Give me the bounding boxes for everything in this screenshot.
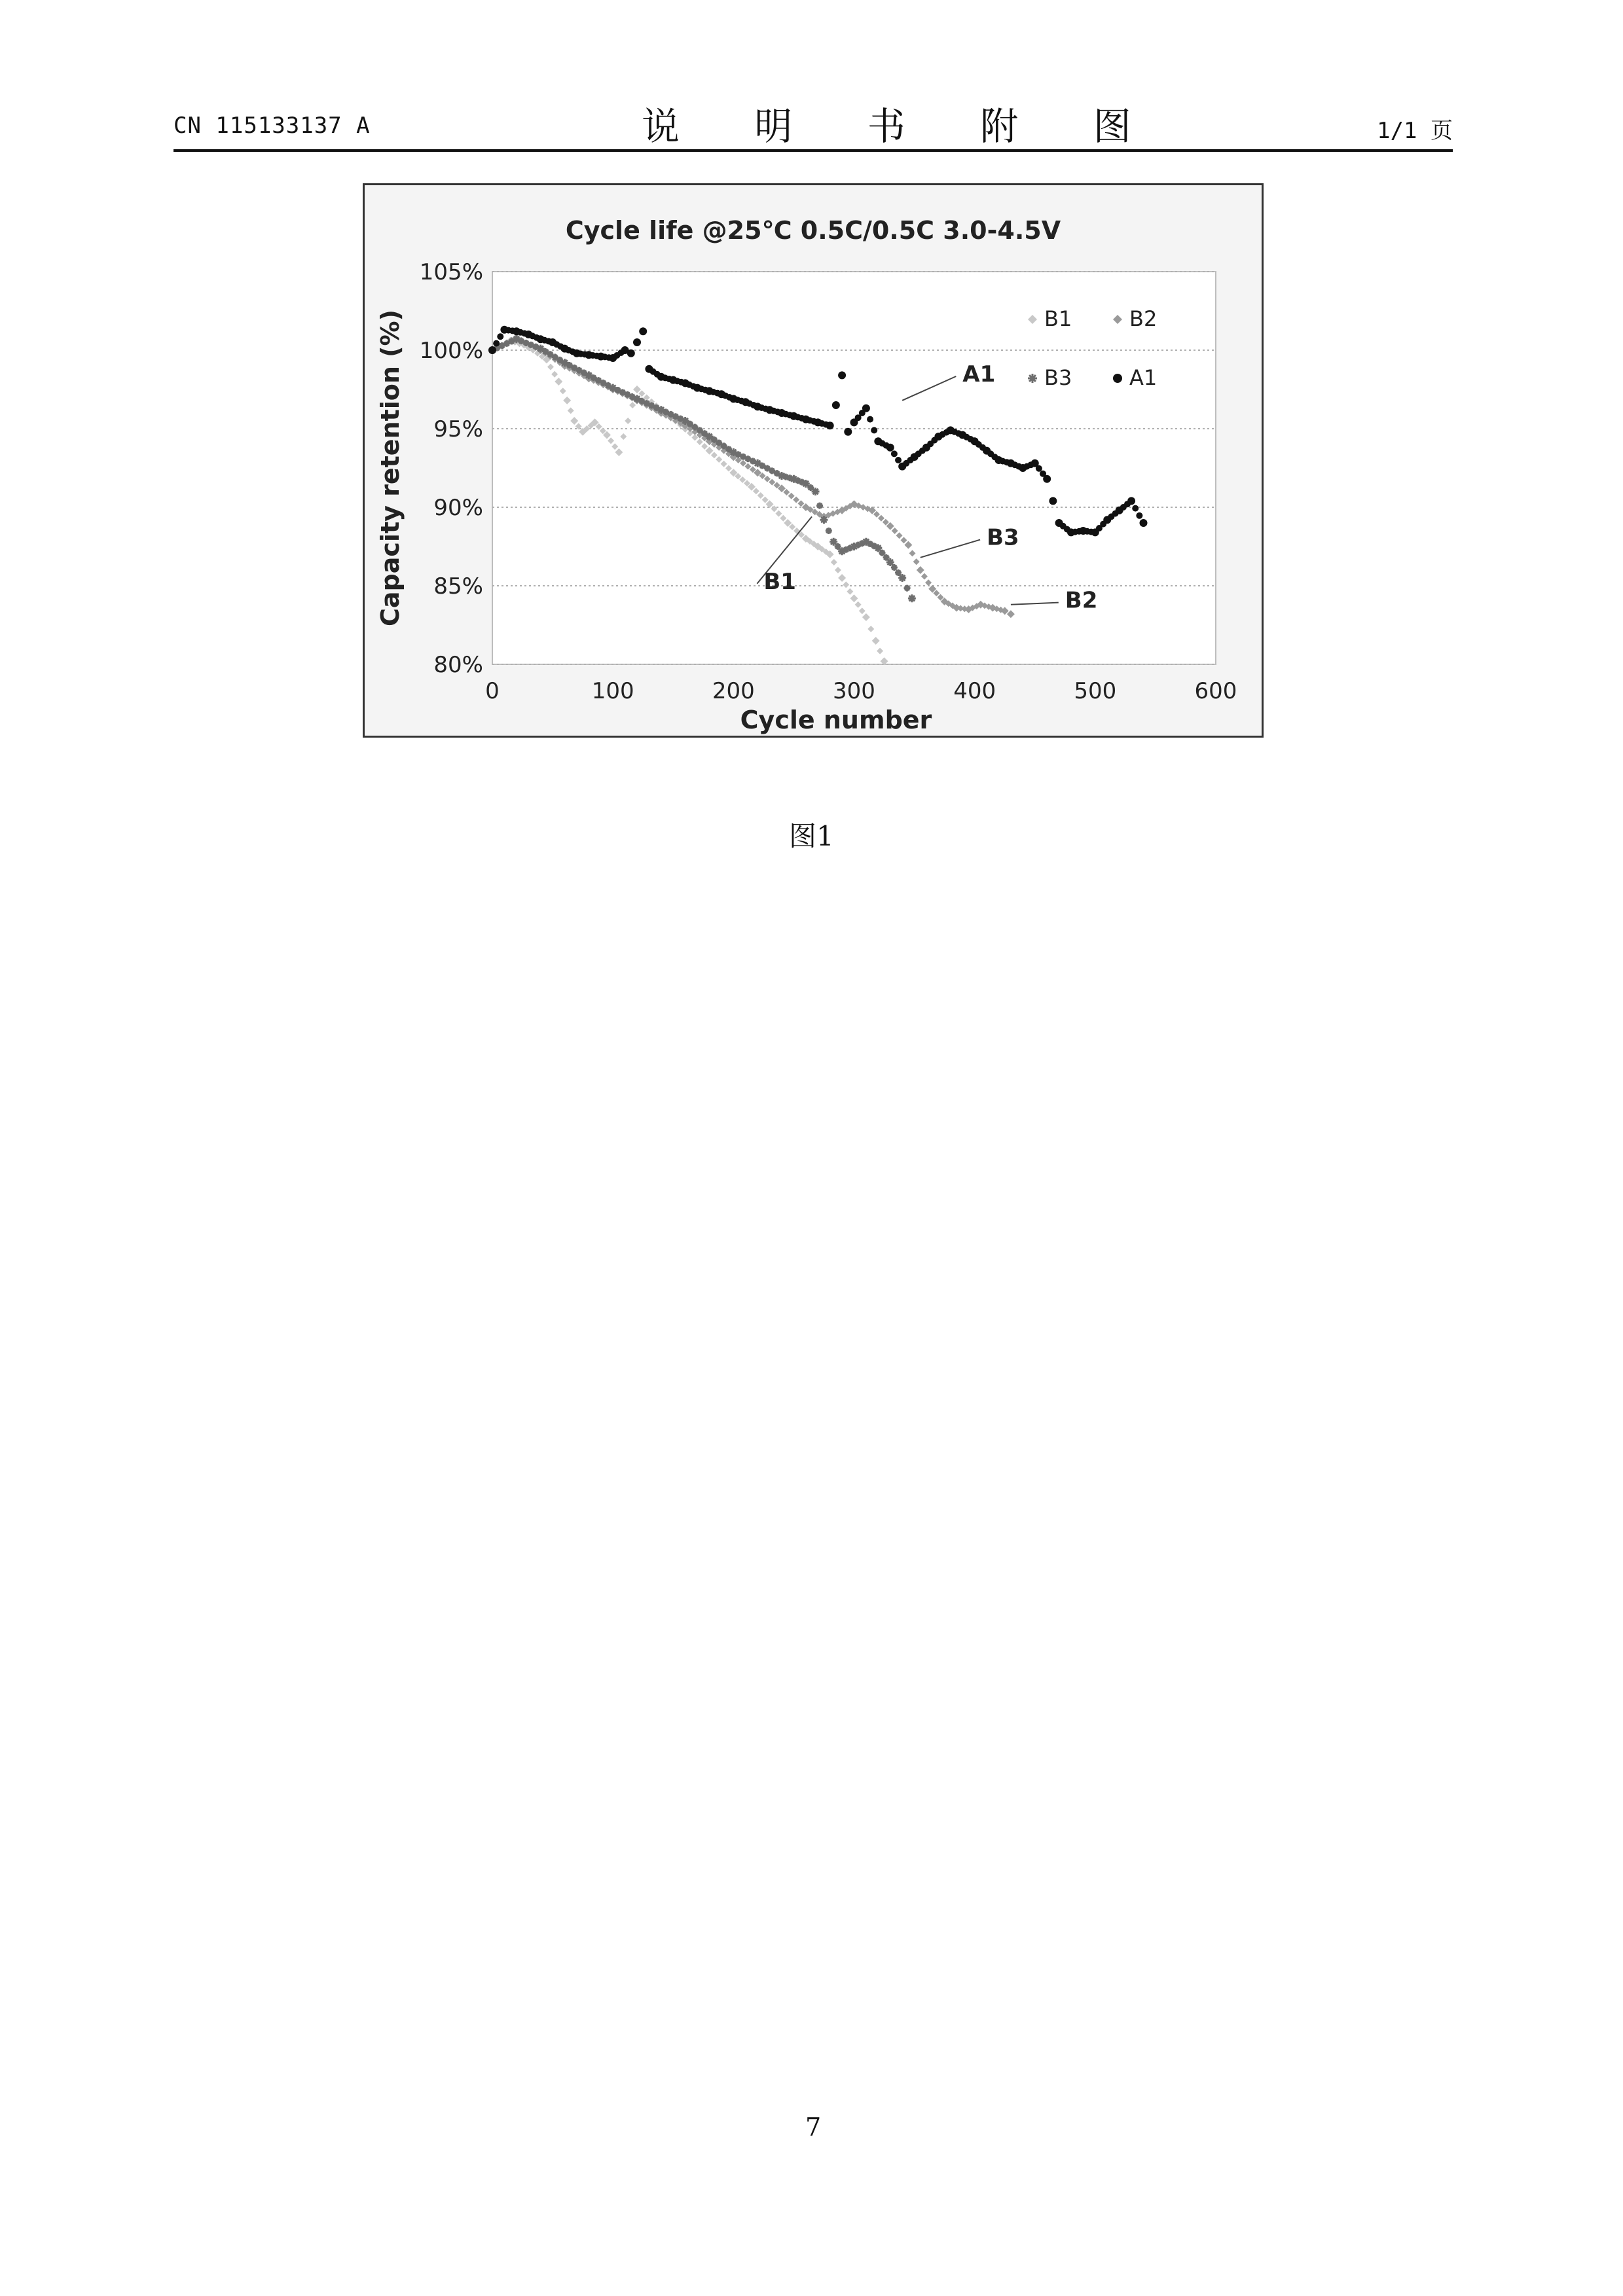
- data-point: [908, 594, 916, 602]
- y-tick-label: 100%: [419, 338, 483, 364]
- x-tick-label: 200: [712, 678, 755, 704]
- page-number: 7: [805, 2113, 822, 2142]
- data-point: [1140, 519, 1148, 527]
- x-tick-label: 400: [953, 678, 996, 704]
- data-point: [895, 457, 902, 463]
- data-point: [871, 427, 877, 433]
- x-axis-label: Cycle number: [740, 706, 932, 734]
- data-point: [1127, 497, 1135, 505]
- data-point: [867, 416, 873, 423]
- figure-1-chart: [363, 183, 1264, 738]
- x-tick-label: 500: [1074, 678, 1117, 704]
- chart-title: Cycle life @25℃ 0.5C/0.5C 3.0-4.5V: [565, 216, 1061, 245]
- y-tick-label: 85%: [433, 573, 483, 600]
- data-point: [832, 401, 840, 409]
- y-axis-ticks: [420, 259, 483, 678]
- data-point: [1113, 374, 1122, 383]
- x-tick-label: 600: [1194, 678, 1237, 704]
- annotation-label: A1: [962, 361, 996, 387]
- data-point: [886, 444, 894, 452]
- y-tick-label: 90%: [433, 495, 483, 521]
- y-tick-label: 105%: [419, 259, 483, 285]
- y-tick-label: 95%: [433, 416, 483, 442]
- x-tick-label: 0: [485, 678, 500, 704]
- page-heading: 说 明 书 附 图: [642, 104, 1163, 149]
- x-tick-label: 100: [591, 678, 634, 704]
- data-point: [1132, 505, 1139, 512]
- data-point: [639, 327, 647, 335]
- y-axis-label: Capacity retention (%): [376, 310, 405, 626]
- y-tick-label: 80%: [433, 652, 483, 678]
- data-point: [812, 488, 820, 495]
- patent-number: CN 115133137 A: [173, 113, 371, 139]
- data-point: [891, 450, 898, 457]
- page-counter: 1/1 页: [1377, 118, 1453, 144]
- chart-canvas: [365, 185, 1262, 736]
- legend-label: B3: [1044, 365, 1072, 390]
- data-point: [838, 371, 846, 379]
- annotation-label: B2: [1065, 587, 1098, 614]
- data-point: [862, 404, 870, 412]
- data-point: [493, 340, 500, 347]
- data-point: [1036, 465, 1042, 472]
- x-axis-ticks: [485, 678, 1237, 704]
- figure-caption: 图1: [789, 820, 834, 852]
- legend-label: B2: [1129, 306, 1158, 331]
- header-divider: [173, 149, 1453, 152]
- data-point: [1136, 512, 1142, 519]
- plot-area: [492, 272, 1216, 664]
- data-point: [891, 564, 898, 571]
- data-point: [844, 428, 852, 436]
- data-point: [1049, 497, 1057, 505]
- legend-label: B1: [1044, 306, 1072, 331]
- data-point: [904, 585, 911, 592]
- legend-label: A1: [1129, 365, 1158, 390]
- data-point: [627, 350, 635, 357]
- data-point: [826, 422, 834, 429]
- x-tick-label: 300: [833, 678, 875, 704]
- data-point: [488, 346, 496, 354]
- data-point: [497, 333, 503, 340]
- annotation-label: B3: [987, 524, 1019, 551]
- data-point: [633, 338, 641, 346]
- annotation-label: B1: [763, 568, 796, 595]
- data-point: [1043, 475, 1051, 483]
